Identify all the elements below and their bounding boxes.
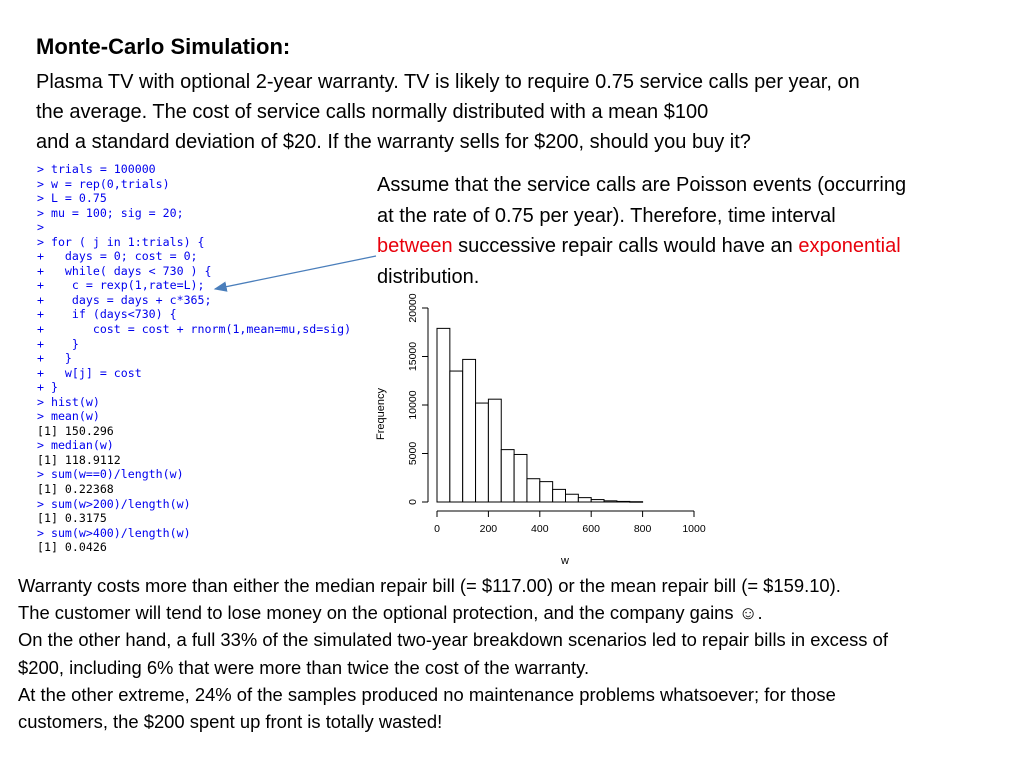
histogram-bar: [463, 359, 476, 502]
code-input-line: >: [37, 220, 44, 235]
x-tick-label: 800: [633, 523, 652, 535]
code-input-line: > sum(w>400)/length(w): [37, 525, 191, 540]
y-tick-label: 5000: [407, 441, 419, 466]
code-input-line: + days = 0; cost = 0;: [37, 249, 198, 264]
x-tick-label: 0: [434, 523, 440, 535]
conclusion-line: On the other hand, a full 33% of the simulated two-year breakdown scenarios led to repair bills in excess of: [18, 629, 888, 651]
x-tick-label: 600: [582, 523, 600, 535]
y-axis-label: Frequency: [375, 388, 387, 440]
x-tick-label: 200: [479, 523, 498, 535]
histogram-bars: [437, 328, 643, 502]
y-tick-label: 0: [407, 499, 419, 505]
conclusion-line: customers, the $200 spent up front is totally wasted!: [18, 711, 443, 733]
code-input-line: > for ( j in 1:trials) {: [37, 234, 205, 249]
assume-line: at the rate of 0.75 per year). Therefore, time interval: [377, 204, 836, 227]
histogram-bar: [450, 371, 463, 502]
code-input-line: + c = rexp(1,rate=L);: [37, 278, 205, 293]
y-tick-label: 10000: [407, 390, 419, 420]
histogram-bar: [488, 399, 501, 502]
code-input-line: > w = rep(0,trials): [37, 176, 170, 191]
code-input-line: > mean(w): [37, 409, 100, 424]
code-input-line: > sum(w==0)/length(w): [37, 467, 184, 482]
conclusion-text: [18, 572, 1018, 735]
histogram-bar: [617, 501, 630, 502]
histogram-bar: [476, 403, 489, 502]
code-input-line: + }: [37, 380, 58, 395]
code-output-line: [1] 0.22368: [37, 482, 114, 497]
arrow-line: [215, 256, 376, 289]
code-output-line: [1] 118.9112: [37, 452, 121, 467]
histogram-bar: [630, 502, 643, 503]
code-input-line: + if (days<730) {: [37, 307, 177, 322]
highlight-exponential: exponential: [798, 235, 901, 257]
histogram-bar: [437, 328, 450, 502]
intro-line: and a standard deviation of $20. If the warranty sells for $200, should you buy it?: [36, 131, 751, 153]
code-output-line: [1] 0.0426: [37, 540, 107, 555]
code-input-line: + }: [37, 336, 79, 351]
conclusion-line: Warranty costs more than either the median repair bill (= $117.00) or the mean repair bill (= $159.10).: [18, 575, 841, 596]
x-tick-label: 1000: [682, 523, 706, 535]
code-input-line: + while( days < 730 ) {: [37, 263, 212, 278]
code-input-line: > median(w): [37, 438, 114, 453]
assume-line: Assume that the service calls are Poisson events (occurring: [377, 174, 907, 196]
histogram-bar: [578, 498, 591, 502]
histogram-bar: [591, 500, 604, 502]
code-input-line: > sum(w>200)/length(w): [37, 496, 191, 511]
code-input-line: > trials = 100000: [37, 162, 156, 176]
conclusion-line: The customer will tend to lose money on the optional protection, and the company gains ☺.: [18, 602, 763, 624]
x-tick-label: 400: [531, 523, 549, 535]
assume-line-mid: successive repair calls would have an: [452, 235, 799, 257]
code-input-line: > L = 0.75: [37, 191, 107, 206]
histogram-bar: [514, 454, 527, 502]
histogram-bar: [566, 494, 579, 502]
code-input-line: + days = days + c*365;: [37, 292, 212, 307]
conclusion-line: $200, including 6% that were more than twice the cost of the warranty.: [18, 656, 590, 678]
code-input-line: + cost = cost + rnorm(1,mean=mu,sd=sig): [37, 322, 352, 337]
histogram-bar: [553, 489, 566, 502]
assume-line: distribution.: [377, 265, 480, 288]
histogram-bar: [604, 501, 617, 502]
y-tick-label: 15000: [407, 341, 419, 372]
code-output-line: [1] 0.3175: [37, 511, 107, 526]
conclusion-line: At the other extreme, 24% of the samples produced no maintenance problems whatsoever; for those: [18, 683, 836, 705]
histogram-bar: [527, 479, 540, 502]
intro-line: Plasma TV with optional 2-year warranty. TV is likely to require 0.75 service calls per year, on: [36, 71, 860, 93]
code-output-line: [1] 150.296: [37, 423, 114, 438]
code-input-line: > hist(w): [37, 394, 100, 409]
code-input-line: + w[j] = cost: [37, 365, 142, 380]
y-tick-label: 20000: [407, 293, 419, 323]
histogram-bar: [501, 450, 514, 502]
code-input-line: > mu = 100; sig = 20;: [37, 205, 184, 220]
code-input-line: + }: [37, 351, 72, 366]
histogram-bar: [540, 482, 553, 502]
histogram-chart: [370, 288, 720, 570]
slide-title: Monte-Carlo Simulation:: [36, 34, 291, 59]
x-axis-label: w: [561, 555, 569, 567]
intro-line: the average. The cost of service calls normally distributed with a mean $100: [36, 101, 709, 123]
highlight-between: between: [377, 235, 453, 257]
